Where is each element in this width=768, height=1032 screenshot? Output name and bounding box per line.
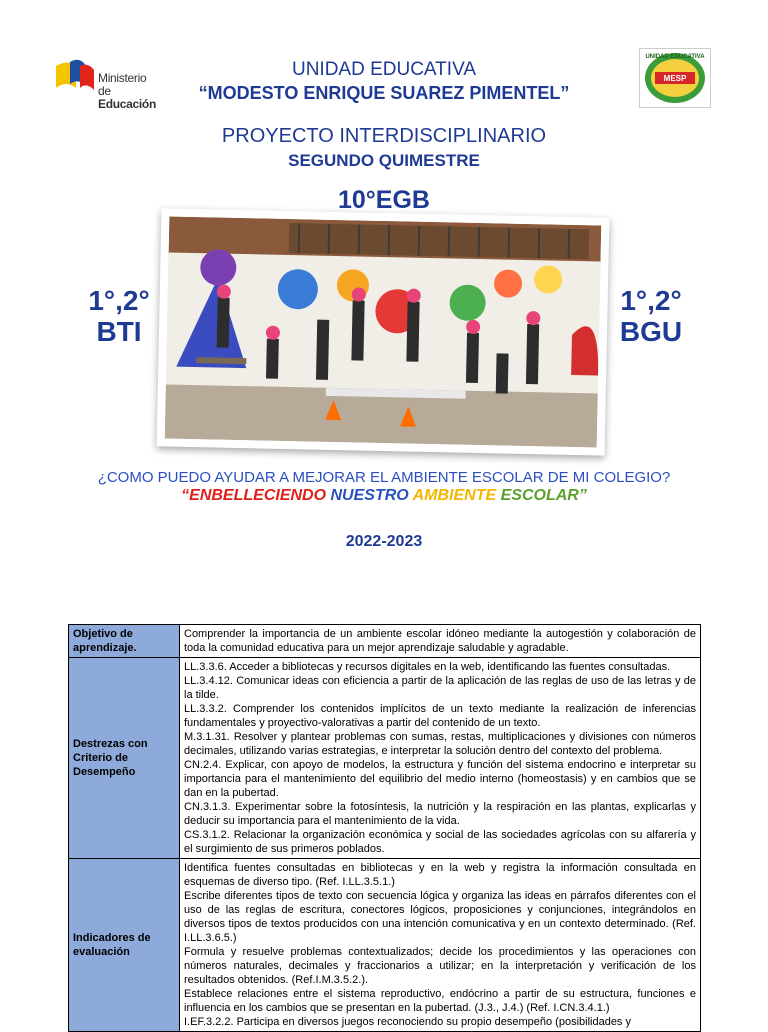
level-left-line2: BTI: [96, 316, 142, 347]
indicador-item: Escribe diferentes tipos de texto con secuencia lógica y organiza las ideas en párrafos diferentes con el uso de las reglas de escritura, conectores lógicos, proposiciones y conjunciones, integrándolos en diversos tipos de textos producidos con una intención comunicativa y en un contexto determinado. (Ref. I.LL.3.6.5.): [184, 890, 696, 944]
slogan-open-quote: “: [181, 487, 190, 504]
objetivo-label: Objetivo de aprendizaje.: [69, 625, 180, 658]
destreza-item: LL.3.3.6. Acceder a bibliotecas y recursos digitales en la web, identificando las fuentes consultadas.: [184, 661, 671, 673]
ministry-line1: Ministerio: [98, 71, 147, 85]
indicador-item: Identifica fuentes consultadas en bibliotecas y en la web y registra la información consultada en esquemas de diverso tipo. (Ref. I.LL.3.5.1.): [184, 862, 696, 888]
destrezas-cell: [180, 658, 701, 859]
table-row-objetivo: [69, 625, 701, 658]
slogan-word2: NUESTRO: [330, 487, 409, 504]
school-years: 2022-2023: [345, 533, 423, 550]
term: SEGUNDO QUIMESTRE: [288, 151, 480, 170]
destreza-item: CN.3.1.3. Experimentar sobre la fotosíntesis, la nutrición y la respiración en las plantas, explicarlas y deducir su importancia para el mantenimiento de la vida.: [184, 801, 696, 827]
level-right-line1: 1°,2°: [620, 285, 682, 316]
table-row-indicadores: [69, 859, 701, 1032]
indicadores-cell: [180, 859, 701, 1032]
indicador-item: I.EF.3.2.2. Participa en diversos juegos reconociendo su propio desempeño (posibilidades y: [184, 1016, 631, 1028]
destreza-item: LL.3.3.2. Comprender los contenidos implícitos de un texto mediante la realización de inferencias fundamentales y proyectivo-valorativas a partir del contenido de un texto.: [184, 703, 696, 729]
slogan-word4: ESCOLAR: [500, 487, 579, 504]
guiding-question: ¿COMO PUEDO AYUDAR A MEJORAR EL AMBIENTE ESCOLAR DE MI COLEGIO?: [97, 469, 671, 486]
project-title: PROYECTO INTERDISCIPLINARIO: [221, 125, 547, 147]
ministry-line2-bold: Educación: [98, 97, 156, 111]
table-row-destrezas: [69, 658, 701, 859]
slogan-word1: ENBELLECIENDO: [189, 487, 327, 504]
destrezas-label: Destrezas con Criterio de Desempeño: [69, 658, 180, 859]
destreza-item: LL.3.4.12. Comunicar ideas con eficiencia a partir de la aplicación de las reglas de uso de las letras y de la tilde.: [184, 675, 696, 701]
ministry-line2-prefix: de: [98, 84, 111, 98]
mural-painting-image: [165, 217, 602, 448]
level-right-line2: BGU: [619, 316, 683, 347]
destreza-item: M.3.1.31. Resolver y plantear problemas con sumas, restas, multiplicaciones y divisiones con números decimales, utilizando varias estrategias, e interpretar la solución dentro del contexto del problema.: [184, 731, 696, 757]
school-logo-top: UNIDAD EDUCATIVA: [645, 54, 705, 60]
slogan-word3: AMBIENTE: [412, 487, 497, 504]
project-slogan: [0, 487, 768, 505]
objetivo-text: Comprender la importancia de un ambiente escolar idóneo mediante la autogestión y colaboración de toda la comunidad educativa para un mejor aprendizaje saludable y agradable.: [180, 625, 701, 658]
school-logo-mid: MESP: [663, 74, 687, 83]
destreza-item: CS.3.1.2. Relacionar la organización económica y social de las sociedades agrícolas con su alfarería y el surgimiento de sus primeros poblados.: [184, 829, 696, 855]
destreza-item: CN.2.4. Explicar, con apoyo de modelos, la estructura y función del sistema endocrino e interpretar su importancia para el mantenimiento del equilibrio del medio interno (homeostasis) y en cambios que se dan en la pubertad.: [184, 759, 696, 799]
grade: 10°EGB: [338, 186, 430, 214]
slogan-close-quote: ”: [578, 487, 587, 504]
indicadores-label: Indicadores de evaluación: [69, 859, 180, 1032]
level-left-line1: 1°,2°: [88, 285, 150, 316]
institution-name: “MODESTO ENRIQUE SUAREZ PIMENTEL”: [198, 83, 570, 103]
institution-type: UNIDAD EDUCATIVA: [291, 59, 477, 80]
planning-table: [68, 624, 701, 1032]
level-right: [596, 285, 706, 347]
indicador-item: Formula y resuelve problemas contextualizados; decide los procedimientos y las operaciones con números naturales, decimales y fraccionarios a utilizar; en la interpretación y verificación de los resultados obtenidos. (Ref.I.M.3.5.2.).: [184, 946, 696, 986]
level-left: [64, 285, 174, 347]
mural-photo: [157, 208, 610, 455]
indicador-item: Establece relaciones entre el sistema reproductivo, endócrino a partir de su estructura, funciones e influencia en los cambios que se presentan en la pubertad. (J.3., J.4.) (Ref. I.CN.3.4.1.): [184, 988, 696, 1014]
